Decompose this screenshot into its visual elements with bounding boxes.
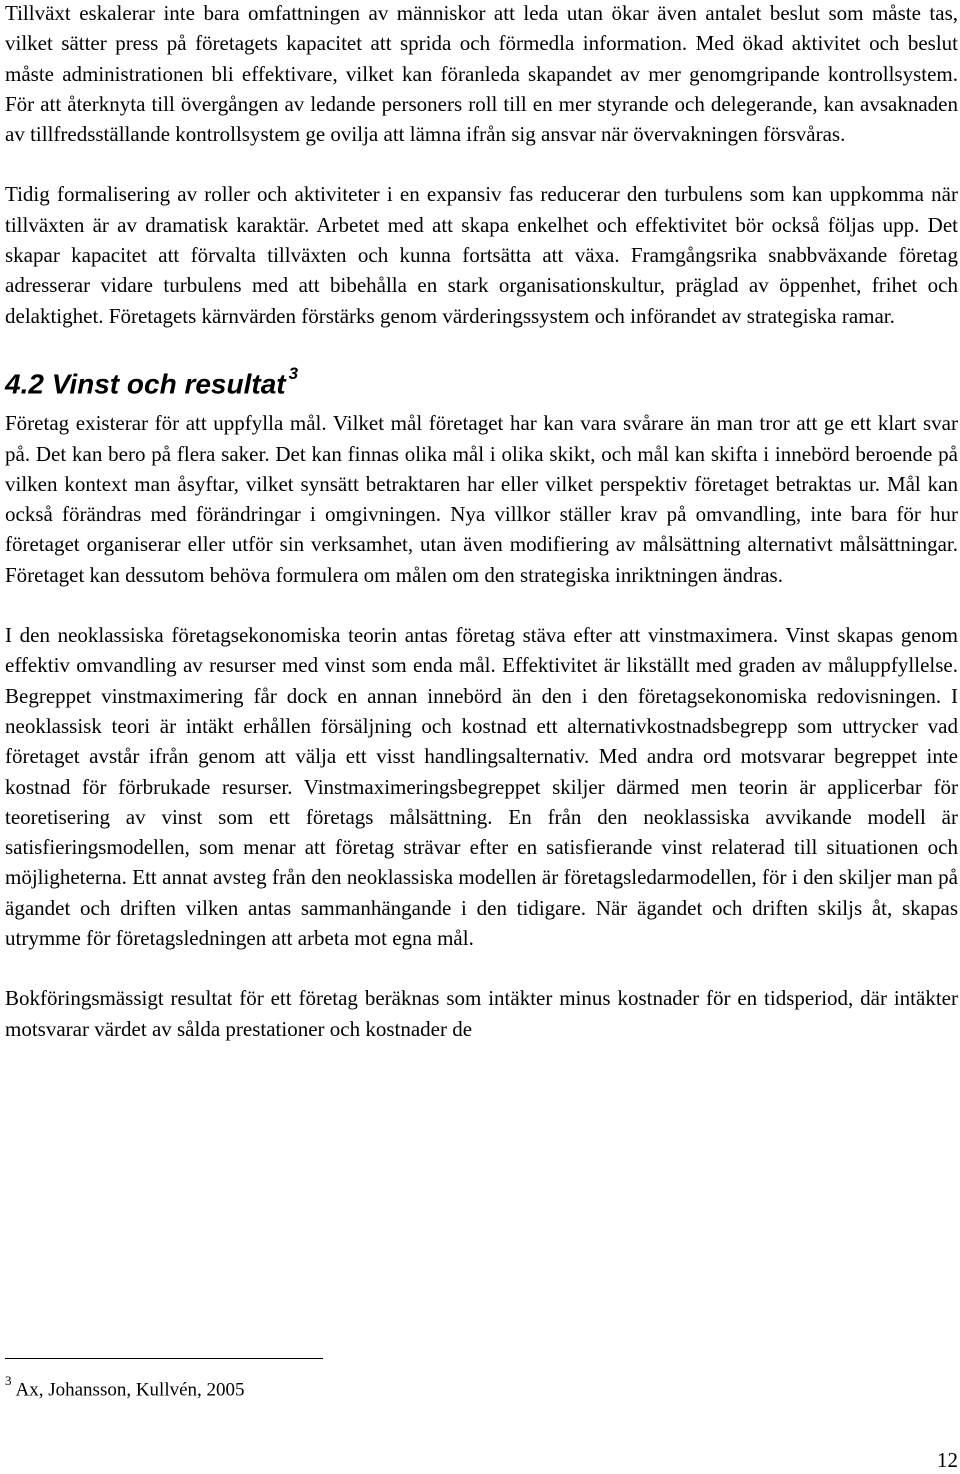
page-number: 12 (937, 1448, 958, 1472)
body-paragraph: Tidig formalisering av roller och aktiviteter i en expansiv fas reducerar den turbulens som kan uppkomma när tillväxten är av dramatisk karaktär. Arbetet med att skapa enkelhet och effektivitet bör också följas upp. Det skapar kapacitet att förvalta tillväxten och kunna fortsätta att växa. Framgångsrika snabbväxande företag adresserar vidare turbulens med att bibehålla en stark organisationskultur, präglad av öppenhet, frihet och delaktighet. Företagets kärnvärden förstärks genom värderingssystem och införandet av strategiska ramar. (5, 182, 958, 328)
paragraph-gap (5, 590, 958, 620)
section-title: 4.2 Vinst och resultat (5, 368, 286, 400)
body-paragraph: Tillväxt eskalerar inte bara omfattningen av människor att leda utan ökar även antalet beslut som måste tas, vilket sätter press på företagets kapacitet att sprida och förmedla information. Med ökad aktivitet och beslut måste administrationen bli effektivare, vilket kan föranleda skapandet av mer genomgripande kontrollsystem. För att återknyta till övergången av ledande personers roll till en mer styrande och delegerande, kan avsaknaden av tillfredsställande kontrollsystem ge ovilja att lämna ifrån sig ansvar när övervakningen försvåras. (5, 1, 958, 147)
body-paragraph: I den neoklassiska företagsekonomiska teorin antas företag stäva efter att vinstmaximera. Vinst skapas genom effektiv omvandling av resurser med vinst som enda mål. Effektivitet är likställt med graden av måluppfyllelse. Begreppet vinstmaximering får dock en annan innebörd än den i den företagsekonomiska redovisningen. I neoklassisk teori är intäkt erhållen försäljning och kostnad ett alternativkostnadsbegrepp som uttrycker vad företaget avstår ifrån genom att välja ett visst handlingsalternativ. Med andra ord motsvarar begreppet inte kostnad för förbrukade resurser. Vinstmaximeringsbegreppet skiljer därmed men teorin är applicerbar för teoretisering av vinst som ett företags målsättning. En från den neoklassiska avvikande modell är satisfieringsmodellen, som menar att företag strävar efter en satisfierande vinst relaterad till situationen och möjligheterna. Ett annat avsteg från den neoklassiska modellen är företagsledarmodellen, för i den skiljer man på ägandet och driften vilken antas sammanhängande i den tidigare. När ägandet och driften skiljs åt, skapas utrymme för företagsledningen att arbeta mot egna mål. (5, 623, 958, 951)
footnote-separator (5, 1358, 323, 1359)
footnote-reference: 3 (288, 363, 299, 383)
body-paragraph: Bokföringsmässigt resultat för ett företag beräknas som intäkter minus kostnader för en tidsperiod, där intäkter motsvarar värdet av sålda prestationer och kostnader de (5, 986, 958, 1041)
section-heading (5, 361, 958, 401)
document-page (5, 0, 958, 1044)
footnote-text: Ax, Johansson, Kullvén, 2005 (15, 1379, 245, 1401)
paragraph-gap (5, 953, 958, 983)
body-paragraph: Företag existerar för att uppfylla mål. Vilket mål företaget har kan vara svårare än man tror att ge ett klart svar på. Det kan bero på flera saker. Det kan finnas olika mål i olika skikt, och mål kan skifta i innebörd beroende på vilken kontext man åsyftar, vilket synsätt betraktaren har eller vilket perspektiv företaget betraktas ur. Mål kan också förändras med förändringar i omgivningen. Nya villkor ställer krav på omvandling, inte bara för hur företaget organiserar eller utför sin verksamhet, utan även modifiering av målsättning alternativt målsättningar. Företaget kan dessutom behöva formulera om målen om den strategiska inriktningen ändras. (5, 411, 958, 587)
paragraph-gap (5, 149, 958, 179)
footnote-number: 3 (5, 1373, 12, 1388)
footnote (5, 1372, 245, 1402)
